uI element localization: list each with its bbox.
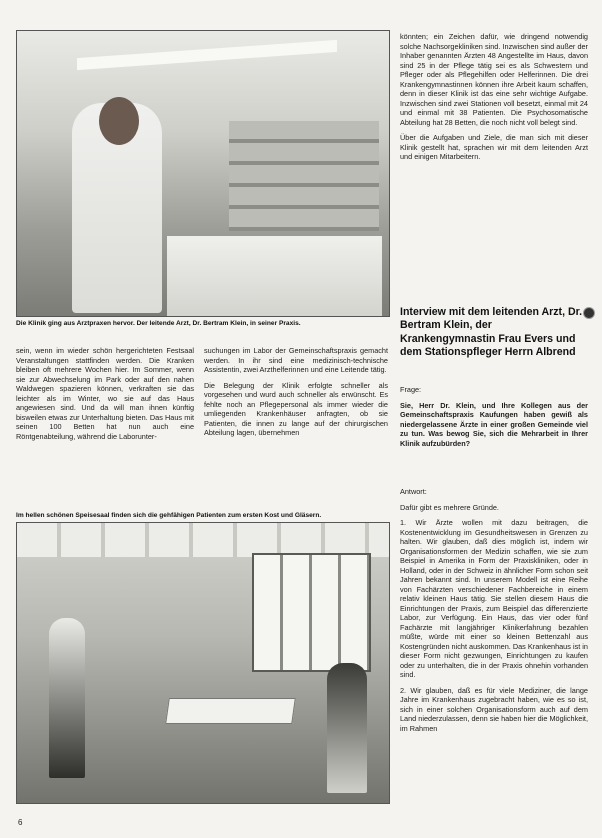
column-b-paragraph: suchungen im Labor der Gemeinschaftspraxis gemacht werden. In ihr sind eine medizinisch-technische Assistentin, zwei Arzthelferinnen und eine Leitende tätig.: [204, 346, 388, 374]
ornament-dot-icon: [584, 308, 594, 318]
answer-paragraph: 2. Wir glauben, daß es für viele Mediziner, die lange Jahre im Krankenhaus zugebracht haben, wie es so ist, sich in einer solchen Organisationsform auch auf dem Land niederzulassen, denn sie haben hier die Möglichkeit, im Rahmen: [400, 685, 588, 733]
column-c-top: [400, 32, 588, 210]
column-a: [16, 346, 194, 498]
caption-top-photo: Die Klinik ging aus Arztpraxen hervor. Der leitende Arzt, Dr. Bertram Klein, in seiner Praxis.: [16, 320, 301, 327]
reception-counter: [167, 236, 382, 316]
dining-table: [165, 698, 296, 724]
answer-intro: Dafür gibt es mehrere Gründe.: [400, 502, 499, 512]
ceiling-light: [77, 40, 337, 70]
interview-heading: Interview mit dem leitenden Arzt, Dr. Bertram Klein, der Krankengymnastin Frau Evers und dem Stationspfleger Herrn Albrend: [400, 306, 583, 359]
column-c-paragraph: Über die Aufgaben und Ziele, die man sich mit dieser Klinik gestellt hat, sprachen wir mit dem leitenden Arzt und einigen Mitarbeitern.: [400, 133, 588, 161]
photo-doctor-in-practice: [16, 30, 390, 317]
column-b-paragraph: Die Belegung der Klinik erfolgte schneller als vorgesehen und wurd auch schneller als erwünscht. Es fehlte noch an Pflegepersonal als immer wieder die umliegenden Krankenhäuser anfragten, ob sie Patienten, die innen zu lange auf der chirurgischen Abteilung lagen, übernehmen: [204, 380, 388, 437]
caption-bottom-photo: Im hellen schönen Speisesaal finden sich die gehfähigen Patienten zum ersten Kost und Gläsern.: [16, 512, 322, 519]
question-text: Sie, Herr Dr. Klein, und Ihre Kollegen aus der Gemeinschaftspraxis Kaufungen haben gewiß als niedergelassene Ärzte in einer großen Gemeinde viel zu tun. Was bewog Sie, sich die Mehrarbeit in Ihrer Klinik aufzubürden?: [400, 400, 588, 448]
photo-dining-hall: [16, 522, 390, 804]
answer-label: Antwort:: [400, 487, 427, 496]
nurse-figure: [49, 618, 85, 778]
question-label: Frage:: [400, 385, 422, 394]
column-a-paragraph: sein, wenn im wieder schön hergerichteten Festsaal Veranstaltungen stattfinden werden. Die Kranken bleiben oft mehrere Wochen hier. Im Sommer, wenn sie zur Abwechselung im Park oder auf den nahen Waldwegen spazieren können, verkraften sie das leichter als im Winter, wo sie auf das Haus angewiesen sind. Und da will man ihnen künftig bisweilen etwas zur Unterhaltung bieten. Das Haus mit seinen 100 Betten hat nun auch eine Röntgenabteilung, während die Laborunter-: [16, 346, 194, 441]
doctor-head: [99, 97, 139, 145]
window: [252, 553, 371, 672]
archive-shelf: [229, 121, 379, 231]
patient-figure: [327, 663, 367, 793]
ceiling-panels: [17, 523, 389, 557]
interview-answer: [400, 487, 588, 827]
answer-paragraph: 1. Wir Ärzte wollen mit dazu beitragen, die Kostenentwicklung im Gesundheitswesen in Grenzen zu halten. Wir glauben, daß dies möglich ist, indem wir Organisationsformen der Medizin schaffen, wie sie zum Beispiel in Amerika in Form der Praxiskliniken, oder in Holland, oder in der Schweiz in ähnlicher Form schon seit Jahren bekannt sind. In unserem Modell ist eine Reihe von Fachärzten verschiedener Fachbereiche in einem relativ kleinen Haus tätig. Sie stellen diesem Haus die Einrichtungen der Praxis, zum Beispiel das differenzierte Labor, zur Verfügung. Ein Haus, das vier oder fünf Fachärzte mit langjähriger Klinikerfahrung bezahlen müßte, würde mit einer so kleinen Bettenzahl aus Kostengründen nicht auskommen. Das Krankenhaus ist in dieser Form nicht gezwungen, Einrichtungen zu kaufen oder zu unterhalten, die in der Praxis ohnehin vorhanden sind.: [400, 518, 588, 679]
interview-question: [400, 385, 588, 485]
column-b: [204, 346, 388, 498]
column-c-paragraph: könnten; ein Zeichen dafür, wie dringend notwendig solche Nachsorgekliniken sind. Inzwischen sind außer der Inhaber genannten Ärzten 48 Angestellte im Haus, davon sind 25 in der Pflege tätig sei es als Schwestern und Pfleger oder als Pflegehilfen oder Helferinnen. Die drei Krankengymnastinnen können ihre Arbeit kaum schaffen, denn in dieser Klinik ist das eine sehr wichtige Aufgabe. Inzwischen sind zwei Stationen voll besetzt, einmal mit 24 und einmal mit 38 Patienten. Die Psychosomatische Abteilung hat 28 Betten, die noch nicht voll belegt sind.: [400, 32, 588, 127]
page-number: 6: [18, 818, 23, 827]
